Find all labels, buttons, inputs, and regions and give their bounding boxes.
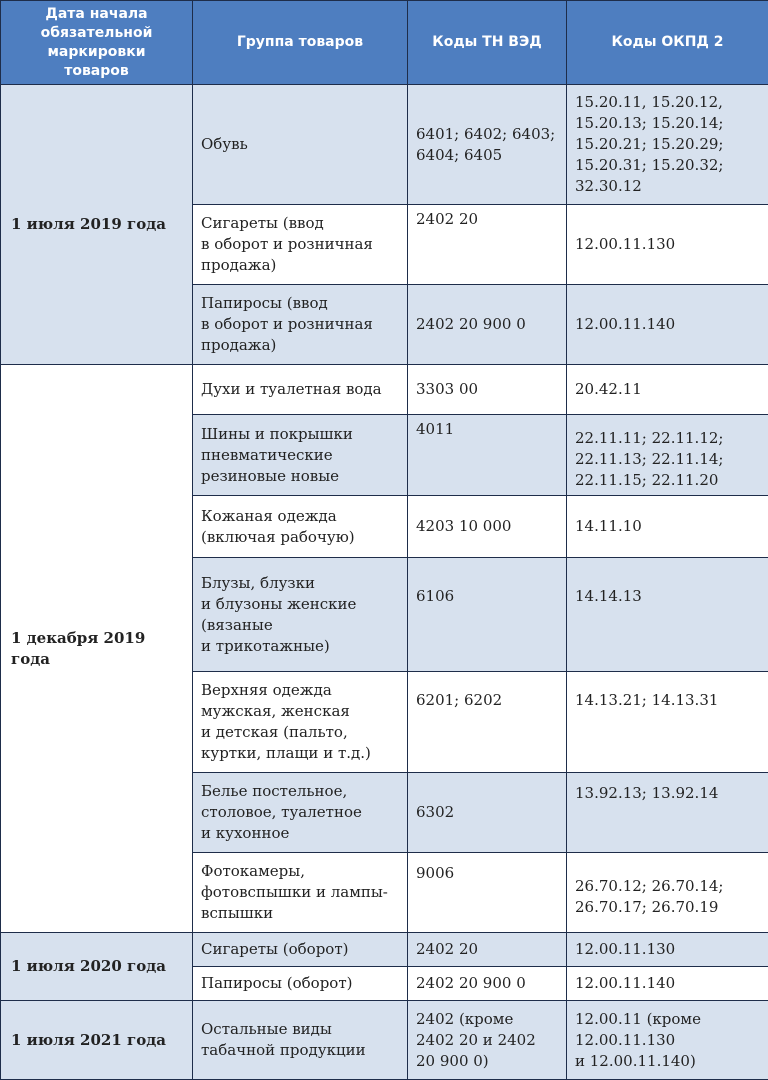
okpd-cell: 26.70.12; 26.70.14; 26.70.17; 26.70.19 [567, 853, 768, 933]
tnved-cell: 4203 10 000 [408, 496, 567, 558]
header-product-group: Группа товаров [193, 1, 408, 85]
tnved-cell: 2402 (кроме 2402 20 и 2402 20 900 0) [408, 1001, 567, 1080]
group-date: 1 июля 2021 года [1, 1001, 193, 1080]
tnved-cell: 2402 20 900 0 [408, 967, 567, 1001]
okpd-cell: 14.13.21; 14.13.31 [567, 672, 768, 773]
tnved-cell: 6106 [408, 558, 567, 672]
okpd-cell: 12.00.11.140 [567, 285, 768, 365]
product-cell: Фотокамеры, фотовспышки и лампы- вспышки [193, 853, 408, 933]
product-cell: Сигареты (ввод в оборот и розничная продажа) [193, 205, 408, 285]
tnved-cell: 3303 00 [408, 365, 567, 415]
product-cell: Верхняя одежда мужская, женская и детская (пальто, куртки, плащи и т.д.) [193, 672, 408, 773]
group-date: 1 июля 2019 года [1, 85, 193, 365]
product-cell: Шины и покрышки пневматические резиновые новые [193, 415, 408, 496]
header-okpd-codes: Коды ОКПД 2 [567, 1, 768, 85]
header-tnved-codes: Коды ТН ВЭД [408, 1, 567, 85]
tnved-cell: 4011 [408, 415, 567, 496]
okpd-cell: 13.92.13; 13.92.14 [567, 773, 768, 853]
product-cell: Остальные виды табачной продукции [193, 1001, 408, 1080]
okpd-cell: 12.00.11.130 [567, 933, 768, 967]
product-cell: Папиросы (оборот) [193, 967, 408, 1001]
okpd-cell: 15.20.11, 15.20.12, 15.20.13; 15.20.14; 15.20.21; 15.20.29; 15.20.31; 15.20.32; 32.30.12 [567, 85, 768, 205]
okpd-cell: 14.14.13 [567, 558, 768, 672]
group-date: 1 декабря 2019 года [1, 365, 193, 933]
header-start-date: Дата начала обязательной маркировки товаров [1, 1, 193, 85]
table-row [1, 85, 768, 205]
okpd-cell: 22.11.11; 22.11.12; 22.11.13; 22.11.14; 22.11.15; 22.11.20 [567, 415, 768, 496]
product-cell: Белье постельное, столовое, туалетное и кухонное [193, 773, 408, 853]
tnved-cell: 6401; 6402; 6403; 6404; 6405 [408, 85, 567, 205]
tnved-cell: 6302 [408, 773, 567, 853]
tnved-cell: 2402 20 [408, 205, 567, 285]
tnved-cell: 2402 20 900 0 [408, 285, 567, 365]
group-date: 1 июля 2020 года [1, 933, 193, 1001]
tnved-cell: 6201; 6202 [408, 672, 567, 773]
product-cell: Духи и туалетная вода [193, 365, 408, 415]
okpd-cell: 12.00.11.130 [567, 205, 768, 285]
product-cell: Кожаная одежда (включая рабочую) [193, 496, 408, 558]
table-row [1, 1001, 768, 1080]
table-header-row [1, 1, 768, 85]
okpd-cell: 20.42.11 [567, 365, 768, 415]
okpd-cell: 14.11.10 [567, 496, 768, 558]
tnved-cell: 9006 [408, 853, 567, 933]
product-cell: Обувь [193, 85, 408, 205]
table-row [1, 365, 768, 415]
tnved-cell: 2402 20 [408, 933, 567, 967]
product-cell: Блузы, блузки и блузоны женские (вязаные и трикотажные) [193, 558, 408, 672]
table-row [1, 933, 768, 967]
product-cell: Папиросы (ввод в оборот и розничная продажа) [193, 285, 408, 365]
okpd-cell: 12.00.11 (кроме 12.00.11.130 и 12.00.11.140) [567, 1001, 768, 1080]
okpd-cell: 12.00.11.140 [567, 967, 768, 1001]
product-cell: Сигареты (оборот) [193, 933, 408, 967]
